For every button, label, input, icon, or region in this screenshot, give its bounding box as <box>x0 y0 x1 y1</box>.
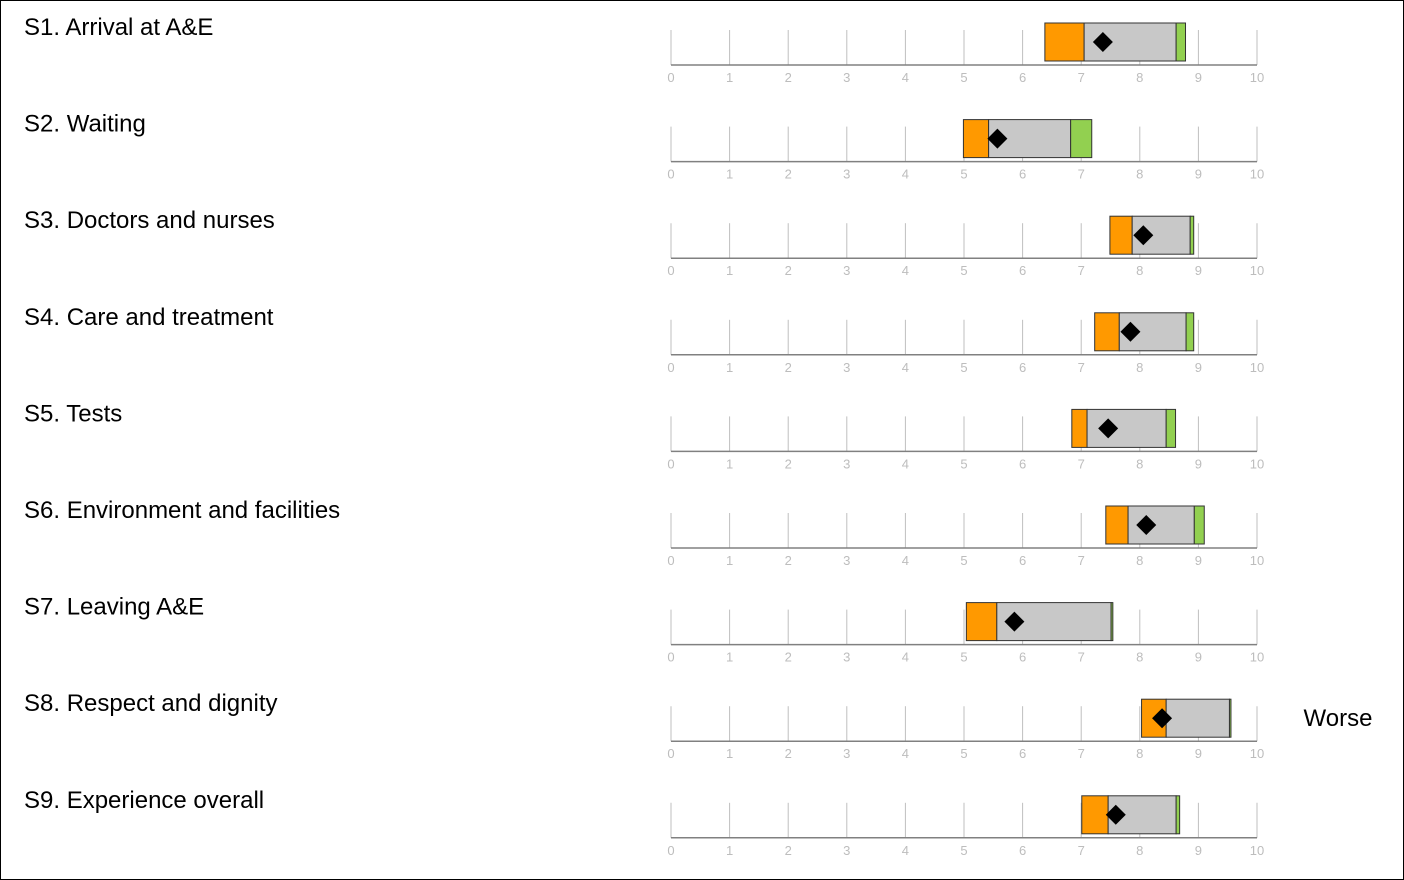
orange-range-bar <box>1095 313 1120 351</box>
tick-label: 8 <box>1136 553 1144 568</box>
chart-row-9 <box>24 787 1264 858</box>
orange-range-bar <box>1110 216 1132 254</box>
orange-range-bar <box>1082 796 1108 834</box>
orange-range-bar <box>1072 409 1087 447</box>
tick-label: 10 <box>1249 746 1265 762</box>
green-range-bar <box>1166 409 1175 447</box>
tick-label: 6 <box>1018 553 1027 568</box>
tick-label: 10 <box>1249 553 1265 568</box>
green-range-bar <box>1176 23 1185 61</box>
tick-label: 4 <box>901 746 910 762</box>
tick-label: 1 <box>725 842 734 858</box>
tick-label: 7 <box>1077 359 1085 375</box>
orange-range-bar <box>1106 506 1128 544</box>
tick-label: 5 <box>960 456 968 472</box>
tick-label: 9 <box>1194 456 1203 472</box>
chart-row-4 <box>24 304 1264 375</box>
tick-label: 10 <box>1249 842 1265 858</box>
tick-label: 3 <box>843 746 851 762</box>
tick-label: 0 <box>667 649 675 665</box>
tick-label: 0 <box>667 746 675 762</box>
tick-label: 9 <box>1194 359 1203 375</box>
row-label: S8. Respect and dignity <box>24 690 278 718</box>
tick-label: 3 <box>843 263 851 279</box>
green-range-bar <box>1229 699 1231 737</box>
tick-label: 1 <box>725 649 734 665</box>
row-label: S9. Experience overall <box>24 786 265 814</box>
chart-row-6 <box>24 497 1264 568</box>
tick-label: 7 <box>1077 842 1085 858</box>
tick-label: 2 <box>784 456 792 472</box>
tick-label: 3 <box>843 842 851 858</box>
tick-label: 2 <box>784 359 792 375</box>
tick-label: 1 <box>725 166 734 182</box>
tick-label: 8 <box>1136 746 1144 762</box>
orange-range-bar <box>966 603 996 641</box>
tick-label: 0 <box>667 456 675 472</box>
tick-label: 0 <box>667 553 675 568</box>
tick-label: 4 <box>901 553 910 568</box>
tick-label: 4 <box>901 263 910 279</box>
tick-label: 3 <box>843 649 851 665</box>
tick-label: 9 <box>1194 263 1203 279</box>
tick-label: 1 <box>725 456 734 472</box>
tick-label: 6 <box>1018 359 1027 375</box>
green-range-bar <box>1186 313 1194 351</box>
tick-label: 10 <box>1249 359 1265 375</box>
tick-label: 0 <box>667 842 675 858</box>
tick-label: 2 <box>784 746 792 762</box>
tick-label: 8 <box>1136 649 1144 665</box>
tick-label: 6 <box>1018 263 1027 279</box>
green-range-bar <box>1194 506 1204 544</box>
tick-label: 6 <box>1018 746 1027 762</box>
tick-label: 0 <box>667 166 675 182</box>
tick-label: 5 <box>960 649 968 665</box>
row-label: S2. Waiting <box>24 110 146 138</box>
tick-label: 1 <box>725 263 734 279</box>
tick-label: 1 <box>725 553 734 568</box>
tick-label: 4 <box>901 649 910 665</box>
tick-label: 9 <box>1194 166 1203 182</box>
tick-label: 0 <box>667 359 675 375</box>
tick-label: 6 <box>1018 842 1027 858</box>
tick-label: 7 <box>1077 70 1085 85</box>
tick-label: 7 <box>1077 263 1085 279</box>
tick-label: 4 <box>901 70 910 85</box>
tick-label: 9 <box>1194 70 1203 85</box>
tick-label: 3 <box>843 456 851 472</box>
tick-label: 9 <box>1194 649 1203 665</box>
tick-label: 10 <box>1249 166 1265 182</box>
tick-label: 10 <box>1249 70 1265 85</box>
tick-label: 3 <box>843 166 851 182</box>
grey-range-bar <box>1166 699 1229 737</box>
tick-label: 0 <box>667 263 675 279</box>
tick-label: 5 <box>960 746 968 762</box>
tick-label: 2 <box>784 842 792 858</box>
row-label: S3. Doctors and nurses <box>24 207 275 235</box>
row-label: S5. Tests <box>24 400 123 428</box>
tick-label: 9 <box>1194 842 1203 858</box>
row-label: S7. Leaving A&E <box>24 593 205 621</box>
tick-label: 2 <box>784 553 792 568</box>
chart-row-1 <box>24 14 1264 85</box>
chart-row-8 <box>24 690 1264 761</box>
tick-label: 2 <box>784 70 792 85</box>
green-range-bar <box>1176 796 1180 834</box>
tick-label: 6 <box>1018 456 1027 472</box>
tick-label: 6 <box>1018 166 1027 182</box>
tick-label: 8 <box>1136 359 1144 375</box>
tick-label: 10 <box>1249 649 1265 665</box>
row-label: S4. Care and treatment <box>24 303 274 331</box>
row-label: S1. Arrival at A&E <box>24 14 214 41</box>
green-range-bar <box>1190 216 1194 254</box>
chart-row-2 <box>24 111 1264 182</box>
tick-label: 2 <box>784 166 792 182</box>
tick-label: 7 <box>1077 553 1085 568</box>
tick-label: 8 <box>1136 166 1144 182</box>
tick-label: 5 <box>960 263 968 279</box>
tick-label: 5 <box>960 70 968 85</box>
tick-label: 8 <box>1136 70 1144 85</box>
tick-label: 6 <box>1018 649 1027 665</box>
row-label: S6. Environment and facilities <box>24 497 341 524</box>
tick-label: 5 <box>960 166 968 182</box>
tick-label: 8 <box>1136 456 1144 472</box>
tick-label: 5 <box>960 842 968 858</box>
tick-label: 3 <box>843 70 851 85</box>
tick-label: 5 <box>960 359 968 375</box>
tick-label: 4 <box>901 359 910 375</box>
tick-label: 7 <box>1077 649 1085 665</box>
chart-row-3 <box>24 207 1264 278</box>
chart-row-7 <box>24 594 1264 665</box>
tick-label: 7 <box>1077 746 1085 762</box>
tick-label: 9 <box>1194 746 1203 762</box>
tick-label: 7 <box>1077 166 1085 182</box>
tick-label: 3 <box>843 553 851 568</box>
tick-label: 10 <box>1249 263 1265 279</box>
orange-range-bar <box>963 120 988 158</box>
tick-label: 6 <box>1018 70 1027 85</box>
tick-label: 8 <box>1136 842 1144 858</box>
tick-label: 9 <box>1194 553 1203 568</box>
tick-label: 2 <box>784 263 792 279</box>
tick-label: 4 <box>901 166 910 182</box>
tick-label: 1 <box>725 746 734 762</box>
tick-label: 10 <box>1249 456 1265 472</box>
tick-label: 1 <box>725 359 734 375</box>
tick-label: 4 <box>901 456 910 472</box>
tick-label: 7 <box>1077 456 1085 472</box>
annotation-label: Worse <box>1303 705 1373 733</box>
tick-label: 5 <box>960 553 968 568</box>
tick-label: 0 <box>667 70 675 85</box>
chart-row-5 <box>24 400 1264 471</box>
orange-range-bar <box>1045 23 1084 61</box>
green-range-bar <box>1111 603 1113 641</box>
tick-label: 1 <box>725 70 734 85</box>
tick-label: 4 <box>901 842 910 858</box>
tick-label: 2 <box>784 649 792 665</box>
green-range-bar <box>1071 120 1092 158</box>
tick-label: 8 <box>1136 263 1144 279</box>
tick-label: 3 <box>843 359 851 375</box>
